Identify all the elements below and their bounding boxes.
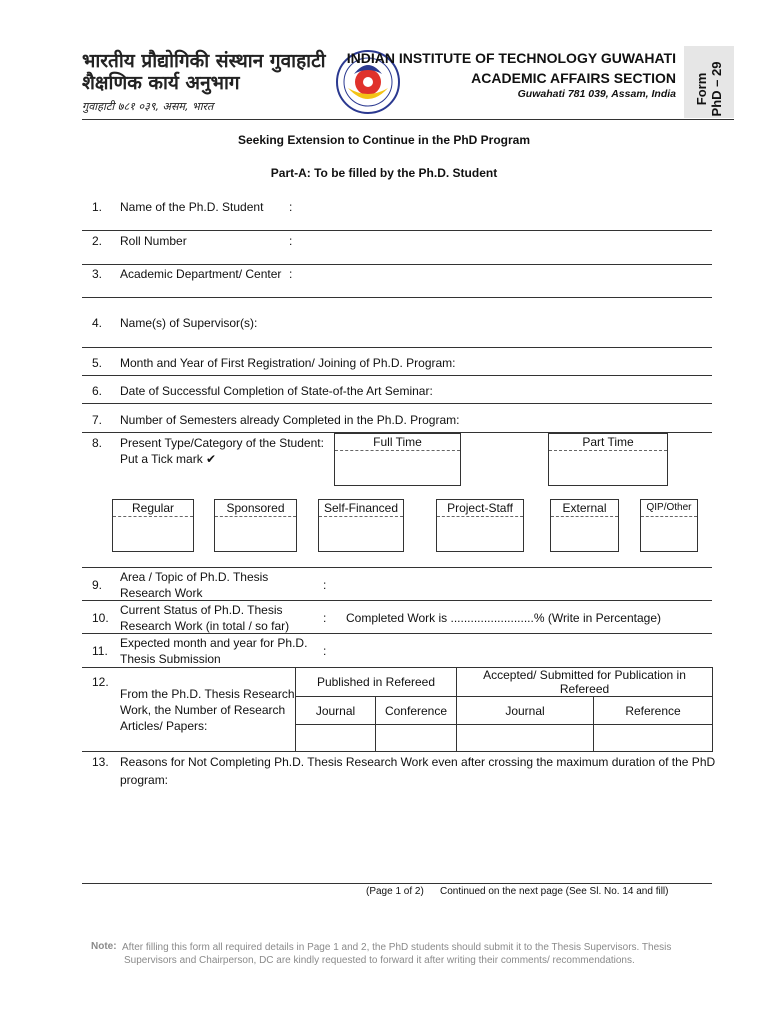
note-label: Note:	[91, 941, 117, 952]
item-number: 8.	[92, 436, 103, 450]
label-tick-instruction: Put a Tick mark ✔	[120, 452, 217, 466]
hindi-section-name: शैक्षणिक कार्य अनुभाग	[82, 72, 240, 94]
label-supervisors: Name(s) of Supervisor(s):	[120, 316, 258, 330]
student-name-field[interactable]	[300, 196, 710, 222]
part-time-checkbox[interactable]	[548, 433, 668, 486]
institute-name: INDIAN INSTITUTE OF TECHNOLOGY GUWAHATI	[346, 50, 676, 66]
note-line-2: Supervisors and Chairperson, DC are kindly requested to forward it after writing their comments/ recommendations.	[124, 955, 635, 966]
full-time-checkbox[interactable]	[334, 433, 461, 486]
label-thesis-status: Current Status of Ph.D. Thesis	[120, 603, 283, 617]
reasons-field[interactable]	[120, 792, 710, 878]
project-staff-label: Project-Staff	[437, 500, 523, 517]
conference-header: Conference	[376, 697, 457, 725]
thesis-topic-field[interactable]	[334, 570, 710, 598]
page-number: (Page 1 of 2)	[366, 886, 424, 897]
label-first-registration: Month and Year of First Registration/ Joining of Ph.D. Program:	[120, 356, 456, 370]
project-staff-checkbox[interactable]	[436, 499, 524, 552]
label-thesis-topic-2: Research Work	[120, 586, 203, 600]
journal-header: Journal	[296, 697, 376, 725]
form-code: PhD – 29	[709, 61, 724, 117]
form-label: Form	[694, 72, 709, 106]
colon: :	[289, 267, 293, 281]
label-roll-number: Roll Number	[120, 234, 187, 248]
item-number: 1.	[92, 200, 103, 214]
form-code-box	[684, 46, 734, 118]
regular-checkbox[interactable]	[112, 499, 194, 552]
item-number: 11.	[92, 644, 108, 658]
label-reasons-2: program:	[120, 773, 169, 787]
accepted-journal-count[interactable]	[457, 725, 594, 752]
part-a-heading: Part-A: To be filled by the Ph.D. Student	[270, 166, 498, 180]
label-student-name: Name of the Ph.D. Student	[120, 200, 264, 214]
label-seminar-date: Date of Successful Completion of State-of-the Art Seminar:	[120, 384, 433, 398]
sponsored-checkbox[interactable]	[214, 499, 297, 552]
label-student-type: Present Type/Category of the Student:	[120, 436, 324, 450]
label-thesis-status-2: Research Work (in total / so far)	[120, 619, 290, 633]
item-number: 9.	[92, 578, 103, 592]
expected-submission-field[interactable]	[334, 636, 710, 664]
label-papers-2: Work, the Number of Research	[120, 703, 286, 717]
item-number: 4.	[92, 316, 103, 330]
label-papers: From the Ph.D. Thesis Research	[120, 687, 295, 701]
hindi-institute-name: भारतीय प्रौद्योगिकी संस्थान गुवाहाटी	[82, 50, 326, 72]
journal-header-2: Journal	[457, 697, 594, 725]
item-number: 10.	[92, 611, 109, 625]
label-expected-submission: Expected month and year for Ph.D.	[120, 636, 308, 650]
part-time-label: Part Time	[549, 434, 667, 451]
item-number: 12.	[92, 675, 109, 689]
colon: :	[289, 234, 293, 248]
papers-table	[295, 667, 713, 752]
label-expected-submission-2: Thesis Submission	[120, 652, 221, 666]
roll-number-field[interactable]	[300, 232, 710, 260]
published-journal-count[interactable]	[296, 725, 376, 752]
supervisors-field[interactable]	[260, 300, 710, 344]
accepted-header: Accepted/ Submitted for Publication in Refereed	[457, 668, 713, 697]
hindi-address: गुवाहाटी ७८१ ०३९, असम, भारत	[82, 100, 214, 113]
published-conference-count[interactable]	[376, 725, 457, 752]
note-line-1: After filling this form all required details in Page 1 and 2, the PhD students should submit it to the Thesis Supervisors. Thesis	[122, 942, 672, 953]
item-number: 13.	[92, 755, 109, 769]
item-number: 5.	[92, 356, 103, 370]
label-department: Academic Department/ Center	[120, 267, 282, 281]
sponsored-label: Sponsored	[215, 500, 296, 517]
label-thesis-topic: Area / Topic of Ph.D. Thesis	[120, 570, 269, 584]
continued-note: Continued on the next page (See Sl. No. 14 and fill)	[440, 886, 669, 897]
item-number: 6.	[92, 384, 103, 398]
colon: :	[323, 578, 327, 592]
colon: :	[289, 200, 293, 214]
label-reasons: Reasons for Not Completing Ph.D. Thesis Research Work even after crossing the maximum duration of the PhD	[120, 755, 716, 769]
self-financed-checkbox[interactable]	[318, 499, 404, 552]
section-name: ACADEMIC AFFAIRS SECTION	[471, 70, 676, 86]
qip-other-label: QIP/Other	[641, 500, 697, 517]
label-papers-3: Articles/ Papers:	[120, 719, 208, 733]
item-number: 2.	[92, 234, 103, 248]
form-title: Seeking Extension to Continue in the PhD Program	[237, 133, 531, 147]
accepted-reference-count[interactable]	[594, 725, 713, 752]
item-number: 7.	[92, 413, 103, 427]
external-checkbox[interactable]	[550, 499, 619, 552]
reference-header: Reference	[594, 697, 713, 725]
self-financed-label: Self-Financed	[319, 500, 403, 517]
external-label: External	[551, 500, 618, 517]
institute-address: Guwahati 781 039, Assam, India	[517, 88, 676, 100]
department-field[interactable]	[300, 266, 710, 294]
colon: :	[323, 611, 327, 625]
colon: :	[323, 644, 327, 658]
label-semesters-completed: Number of Semesters already Completed in the Ph.D. Program:	[120, 413, 460, 427]
item-number: 3.	[92, 267, 103, 281]
qip-other-checkbox[interactable]	[640, 499, 698, 552]
full-time-label: Full Time	[335, 434, 460, 451]
completed-work-percentage[interactable]: Completed Work is .........................% (Write in Percentage)	[346, 611, 661, 625]
published-header: Published in Refereed	[296, 668, 457, 697]
regular-label: Regular	[113, 500, 193, 517]
